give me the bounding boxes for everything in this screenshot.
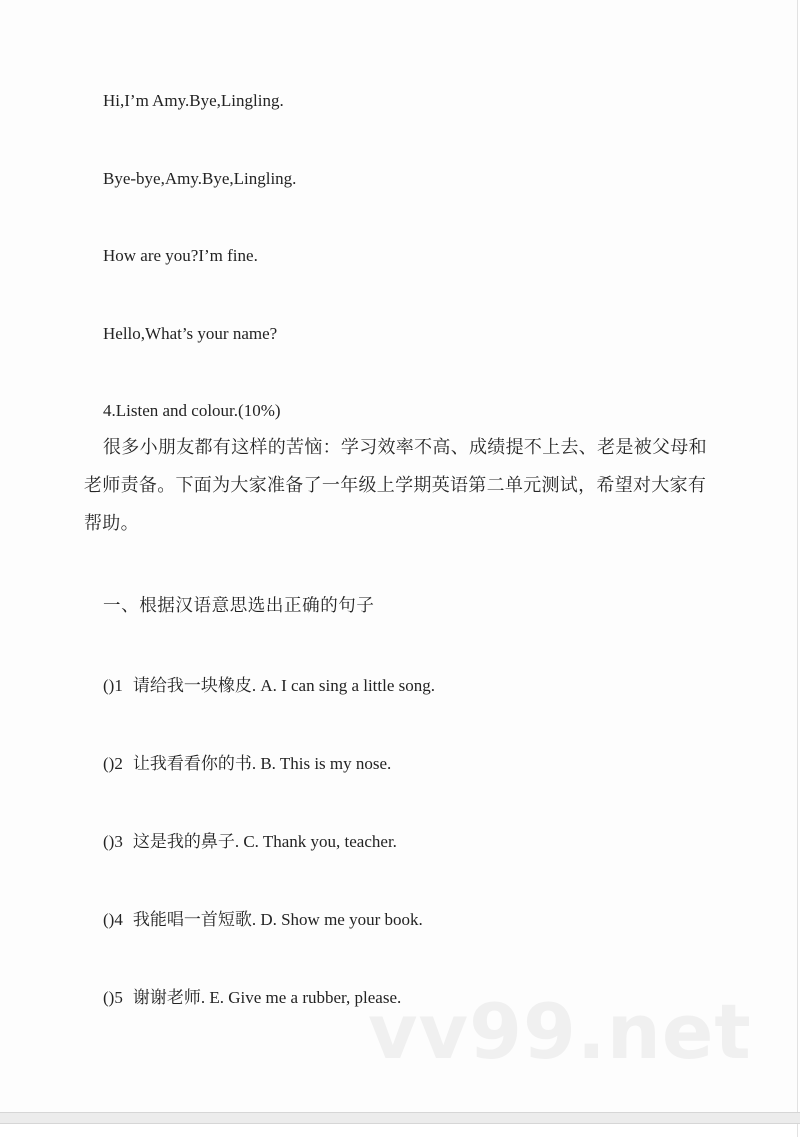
dialogue-line: Hi,I’m Amy.Bye,Lingling. — [103, 91, 284, 110]
page-separator — [0, 1112, 800, 1124]
question-text: 我能唱一首短歌. D. Show me your book. — [132, 910, 423, 929]
section-heading: 4.Listen and colour.(10%) — [103, 401, 281, 420]
next-page-edge — [0, 1124, 798, 1137]
dialogue-line: Hello,What’s your name? — [103, 324, 278, 343]
question-text: 请给我一块橡皮. A. I can sing a little song. — [132, 676, 436, 695]
dialogue-line: Bye-bye,Amy.Bye,Lingling. — [103, 169, 297, 188]
question-text: 这是我的鼻子. C. Thank you, teacher. — [132, 832, 397, 851]
intro-paragraph: 很多小朋友都有这样的苦恼：学习效率不高、成绩提不上去、老是被父母和老师责备。下面为大家准备了一年级上学期英语第二单元测试，希望对大家有帮助。 — [84, 437, 707, 534]
part-one-title: 一、根据汉语意思选出正确的句子 — [103, 596, 375, 616]
question-number: ()3 — [103, 832, 123, 851]
question-text: 谢谢老师. E. Give me a rubber, please. — [132, 988, 402, 1007]
question-item — [103, 988, 401, 1008]
watermark: vv99.net — [368, 987, 752, 1076]
question-item — [103, 910, 423, 930]
dialogue-line: How are you?I’m fine. — [103, 246, 258, 265]
question-item — [103, 754, 391, 774]
question-item — [103, 832, 397, 852]
question-item — [103, 676, 435, 696]
question-number: ()2 — [103, 754, 123, 773]
question-number: ()5 — [103, 988, 123, 1007]
question-text: 让我看看你的书. B. This is my nose. — [132, 754, 392, 773]
question-number: ()4 — [103, 910, 123, 929]
question-number: ()1 — [103, 676, 123, 695]
